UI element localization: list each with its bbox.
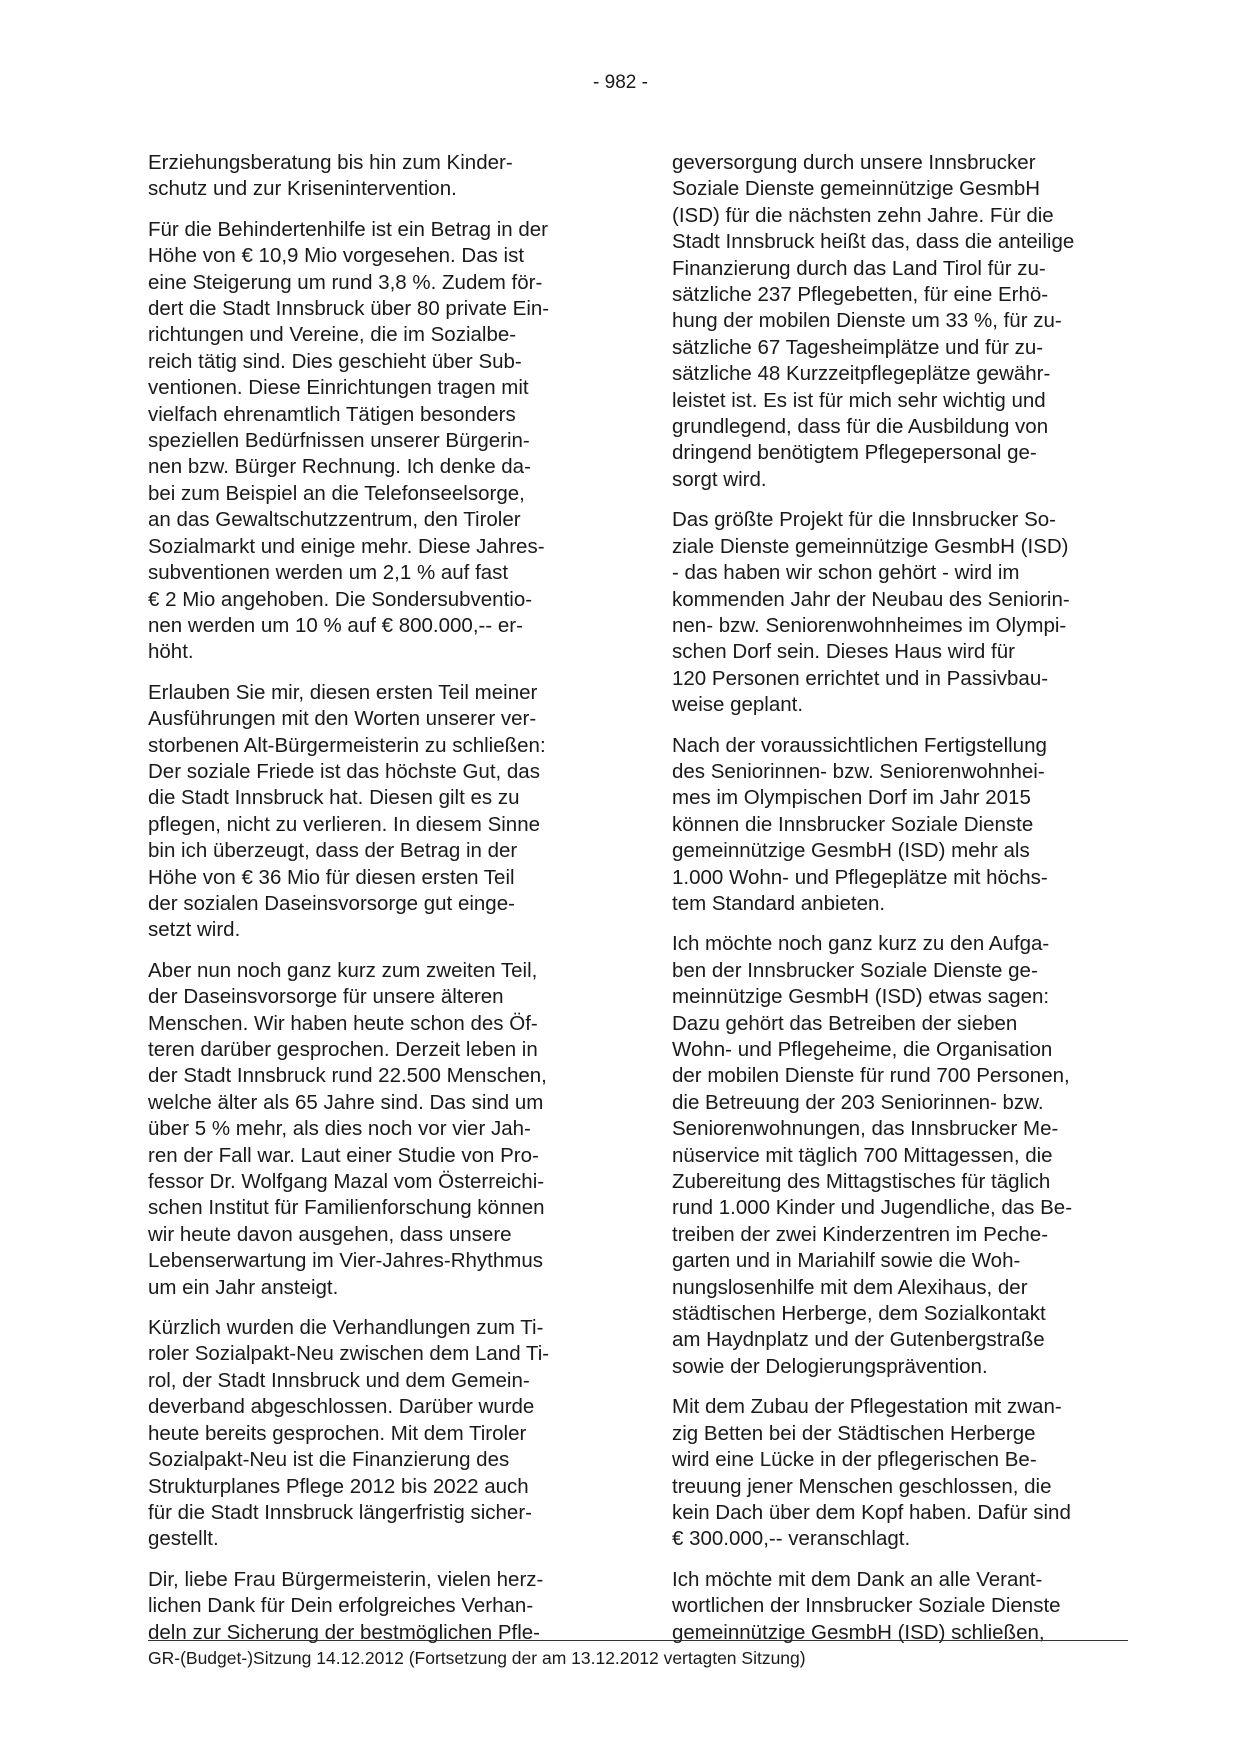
left-paragraph: Für die Behindertenhilfe ist ein Betrag in der Höhe von € 10,9 Mio vorgesehen. Das ist eine Steigerung um rund 3,8 %. Zudem för- dert die Stadt Innsbruck über 80 private Ein- richtungen und Vereine, die im Sozialbe- reich tätig sind. Dies geschieht über Sub- ventionen. Diese Einrichtungen tragen mit vielfach ehrenamtlich Tätigen besonders speziellen Bedürfnissen unserer Bürgerin- nen bzw. Bürger Rechnung. Ich denke da- bei zum Beispiel an die Telefonseelsorge, an das Gewaltschutzzentrum, den Tiroler Sozialmarkt und einige mehr. Diese Jahres- subventionen werden um 2,1 % auf fast € 2 Mio angehoben. Die Sondersubventio- nen werden um 10 % auf € 800.000,-- er- höht. xyxy=(148,217,550,664)
right-paragraph: Mit dem Zubau der Pflegestation mit zwan- zig Betten bei der Städtischen Herberge wird eine Lücke in der pflegerischen Be- treuung jener Menschen geschlossen, die kein Dach über dem Kopf haben. Dafür sind € 300.000,-- veranschlagt. xyxy=(672,1395,1071,1551)
left-paragraph: Kürzlich wurden die Verhandlungen zum Ti- roler Sozialpakt-Neu zwischen dem Land Ti- rol, der Stadt Innsbruck und dem Gemein- deverband abgeschlossen. Darüber wurde heute bereits gesprochen. Mit dem Tiroler Sozialpakt-Neu ist die Finanzierung des Strukturplanes Pflege 2012 bis 2022 auch für die Stadt Innsbruck längerfristig sicher- gestellt. xyxy=(148,1316,550,1551)
left-paragraph: Dir, liebe Frau Bürgermeisterin, vielen herz- lichen Dank für Dein erfolgreiches Verhan- deln zur Sicherung der bestmöglichen Pfle- xyxy=(148,1567,544,1644)
left-paragraph: Erziehungsberatung bis hin zum Kinder- schutz und zur Krisenintervention. xyxy=(148,151,513,201)
left-column xyxy=(148,150,600,1660)
right-paragraph: geversorgung durch unsere Innsbrucker Soziale Dienste gemeinnützige GesmbH (ISD) für die nächsten zehn Jahre. Für die Stadt Innsbruck heißt das, dass die anteilige Finanzierung durch das Land Tirol für zu- sätzliche 237 Pflegebetten, für eine Erhö- hung der mobilen Dienste um 33 %, für zu- sätzliche 67 Tagesheimplätze und für zu- sätzliche 48 Kurzzeitpflegeplätze gewähr- leistet ist. Es ist für mich sehr wichtig und grundlegend, dass für die Ausbildung von dringend benötigtem Pflegepersonal ge- sorgt wird. xyxy=(672,151,1075,491)
right-paragraph: Ich möchte mit dem Dank an alle Verant- wortlichen der Innsbrucker Soziale Dienste gemeinnützige GesmbH (ISD) schließen, xyxy=(672,1567,1061,1644)
footer-divider xyxy=(148,1640,1128,1641)
page-number: - 982 - xyxy=(593,72,648,93)
footer-text: GR-(Budget-)Sitzung 14.12.2012 (Fortsetzung der am 13.12.2012 vertagten Sitzung) xyxy=(148,1648,806,1668)
right-column xyxy=(672,150,1132,1660)
right-paragraph: Nach der voraussichtlichen Fertigstellung des Seniorinnen- bzw. Seniorenwohnhei- mes im Olympischen Dorf im Jahr 2015 können die Innsbrucker Soziale Dienste gemeinnützige GesmbH (ISD) mehr als 1.000 Wohn- und Pflegeplätze mit höchs- tem Standard anbieten. xyxy=(672,733,1048,915)
right-paragraph: Ich möchte noch ganz kurz zu den Aufga- ben der Innsbrucker Soziale Dienste ge- meinnützige GesmbH (ISD) etwas sagen: Dazu gehört das Betreiben der sieben Wohn- und Pflegeheime, die Organisation der mobilen Dienste für rund 700 Personen, die Betreuung der 203 Seniorinnen- bzw. Seniorenwohnungen, das Innsbrucker Me- nüservice mit täglich 700 Mittagessen, die Zubereitung des Mittagstisches für täglich rund 1.000 Kinder und Jugendliche, das Be- treiben der zwei Kinderzentren im Peche- garten und in Mariahilf sowie die Woh- nungslosenhilfe mit dem Alexihaus, der städtischen Herberge, dem Sozialkontakt am Haydnplatz und der Gutenbergstraße sowie der Delogierungsprävention. xyxy=(672,932,1073,1378)
left-paragraph: Erlauben Sie mir, diesen ersten Teil meiner Ausführungen mit den Worten unserer ver- storbenen Alt-Bürgermeisterin zu schließen: Der soziale Friede ist das höchste Gut, das die Stadt Innsbruck hat. Diesen gilt es zu pflegen, nicht zu verlieren. In diesem Sinne bin ich überzeugt, dass der Betrag in der Höhe von € 36 Mio für diesen ersten Teil der sozialen Daseinsvorsorge gut einge- setzt wird. xyxy=(148,680,546,942)
right-paragraph: Das größte Projekt für die Innsbrucker So- ziale Dienste gemeinnützige GesmbH (ISD) - das haben wir schon gehört - wird im kommenden Jahr der Neubau des Seniorin- nen- bzw. Seniorenwohnheimes im Olympi- schen Dorf sein. Dieses Haus wird für 120 Personen errichtet und in Passivbau- weise geplant. xyxy=(672,508,1070,717)
left-paragraph: Aber nun noch ganz kurz zum zweiten Teil, der Daseinsvorsorge für unsere älteren Menschen. Wir haben heute schon des Öf- teren darüber gesprochen. Derzeit leben in der Stadt Innsbruck rund 22.500 Menschen, welche älter als 65 Jahre sind. Das sind um über 5 % mehr, als dies noch vor vier Jah- ren der Fall war. Laut einer Studie von Pro- fessor Dr. Wolfgang Mazal vom Österreichi- schen Institut für Familienforschung können wir heute davon ausgehen, dass unsere Lebenserwartung im Vier-Jahres-Rhythmus um ein Jahr ansteigt. xyxy=(148,958,547,1299)
